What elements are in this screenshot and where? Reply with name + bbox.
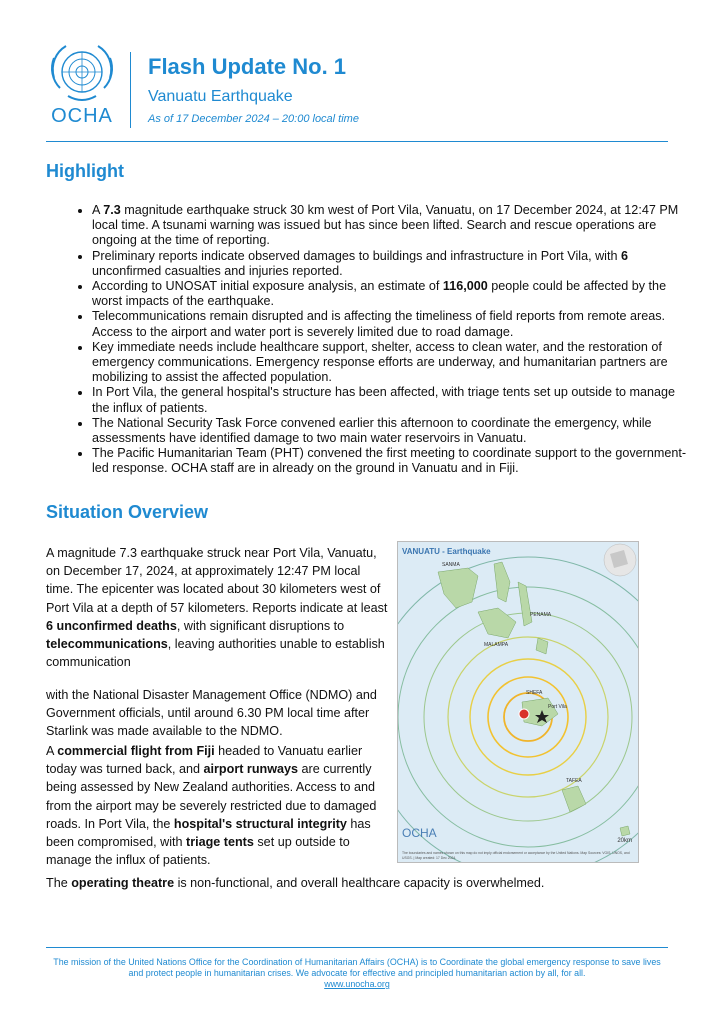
text-run: A xyxy=(46,744,58,758)
map-label-tafea: TAFEA xyxy=(566,778,582,784)
header-divider xyxy=(130,52,131,128)
text-run: A xyxy=(92,203,104,217)
footer xyxy=(46,957,668,990)
footer-link[interactable]: www.unocha.org xyxy=(324,979,390,989)
map-disclaimer: The boundaries and names shown on this map do not imply official endorsement or acceptance by the United Nations. Map Sources: VGIS, UNOS, and USGS. | Map created: 17 Dec 2024. xyxy=(402,851,630,860)
situation-paragraph xyxy=(46,874,646,892)
text-run: are currently being assessed by New Zealand authorities. Access to and from the airport may be severely restricted due to damaged roads. In Port Vila, the xyxy=(46,762,377,831)
highlight-bullet xyxy=(92,279,692,309)
map-title: VANUATU - Earthquake xyxy=(402,547,491,556)
bold-text: 7.3 xyxy=(103,203,121,217)
logo-wordmark: OCHA xyxy=(51,105,113,127)
text-run: set up outside to manage the influx of patients. xyxy=(46,835,350,868)
map-graphic xyxy=(398,542,638,862)
epicenter-icon xyxy=(519,709,529,719)
highlight-bullet xyxy=(92,385,692,415)
text-run: Telecommunications remain disrupted and is affecting the timeliness of field reports from remote areas. Access to the airport and water port is severely limited due to road damage. xyxy=(92,309,666,339)
text-run: magnitude earthquake struck 30 km west of Port Vila, Vanuatu, on 17 December 2024, at 12:47 PM local time. A tsunami warning was issued but has since been lifted. Search and rescue operations are ongoing at the time of reporting. xyxy=(92,203,679,248)
text-run: In Port Vila, the general hospital's structure has been affected, with triage tents set up outside to manage the influx of patients. xyxy=(92,385,676,415)
ocha-logo xyxy=(46,42,118,130)
text-run: has been compromised, with xyxy=(46,816,371,850)
map-label-penama: PENAMA xyxy=(530,612,552,618)
text-run: is non-functional, and overall healthcare capacity is overwhelmed. xyxy=(174,876,545,890)
text-run: Preliminary reports indicate observed damages to buildings and infrastructure in Port Vila, with xyxy=(92,248,621,263)
footer-mission: The mission of the United Nations Office for the Coordination of Humanitarian Affairs (OCHA) is to Coordinate the global emergency response to save lives and protect people in humanitarian crises. We advocate for effective and principled humanitarian action by all, for all. xyxy=(53,957,661,978)
text-run: Key immediate needs include healthcare support, shelter, access to clean water, and the restoration of emergency communications. Emergency response efforts are underway, and humanitarian partners are mobilizing to assist the affected population. xyxy=(92,339,668,385)
bold-text: telecommunications xyxy=(46,637,168,652)
situation-paragraph xyxy=(46,544,391,671)
bold-text: airport runways xyxy=(203,762,299,777)
un-emblem-icon xyxy=(46,42,118,108)
text-run: people could be affected by the worst impacts of the earthquake. xyxy=(92,279,667,309)
map-label-port-vila: Port Vila xyxy=(548,704,567,710)
highlight-bullet xyxy=(92,340,692,386)
text-run: According to UNOSAT initial exposure analysis, an estimate of xyxy=(92,279,443,294)
map-scale: 20km xyxy=(617,838,632,844)
bold-text: 6 xyxy=(620,248,628,263)
text-run: , with significant disruptions to xyxy=(176,618,345,633)
map-label-shefa: SHEFA xyxy=(526,690,543,696)
footer-rule xyxy=(46,947,668,948)
text-run: headed to Vanuatu earlier today was turned back, and xyxy=(46,744,363,777)
page-subtitle: Vanuatu Earthquake xyxy=(148,88,293,105)
text-run: , leaving authorities unable to establish communication xyxy=(46,637,385,670)
bold-text: 116,000 xyxy=(442,279,488,294)
highlight-list xyxy=(70,203,692,477)
report-date: As of 17 December 2024 – 20:00 local time xyxy=(148,113,359,125)
bold-text: triage tents xyxy=(186,835,254,850)
text-run: The Pacific Humanitarian Team (PHT) convened the first meeting to coordinate support to the government-led response. OCHA staff are in already on the ground in Vanuatu and in Fiji. xyxy=(92,446,687,476)
situation-paragraph xyxy=(46,742,391,869)
header-rule xyxy=(46,141,668,142)
situation-paragraph xyxy=(46,686,391,741)
map-ocha-logo: OCHA xyxy=(402,826,437,840)
text-run: A magnitude 7.3 earthquake struck near Port Vila, Vanuatu, on December 17, 2024, at approximately 12:47 PM local time. The epicenter was located about 30 kilometers west of Port Vila at a depth of 57 kilometers. Reports indicate at least xyxy=(46,546,388,615)
text-run: The National Security Task Force convened earlier this afternoon to coordinate the emergency, while assessments have identified damage to two main water reservoirs in Vanuatu. xyxy=(92,415,652,446)
highlight-heading: Highlight xyxy=(46,161,124,181)
text-run: The xyxy=(46,876,72,890)
highlight-bullet xyxy=(92,249,692,279)
bold-text: operating theatre xyxy=(71,876,175,890)
bold-text: 6 unconfirmed deaths xyxy=(46,618,177,633)
bold-text: commercial flight from Fiji xyxy=(57,744,215,758)
highlight-bullet xyxy=(92,309,692,339)
earthquake-map xyxy=(397,541,639,863)
highlight-bullet xyxy=(92,416,692,446)
page-title: Flash Update No. 1 xyxy=(148,54,347,79)
text-run: with the National Disaster Management Office (NDMO) and Government officials, until around 6.30 PM local time after Starlink was made available to the NDMO. xyxy=(46,688,377,739)
highlight-bullet xyxy=(92,203,692,249)
situation-heading: Situation Overview xyxy=(46,502,209,522)
highlight-bullet xyxy=(92,446,692,476)
text-run: unconfirmed casualties and injuries reported. xyxy=(92,263,343,278)
bold-text: hospital's structural integrity xyxy=(173,816,347,831)
map-label-sanma: SANMA xyxy=(442,562,460,568)
map-label-malampa: MALAMPA xyxy=(484,642,509,648)
